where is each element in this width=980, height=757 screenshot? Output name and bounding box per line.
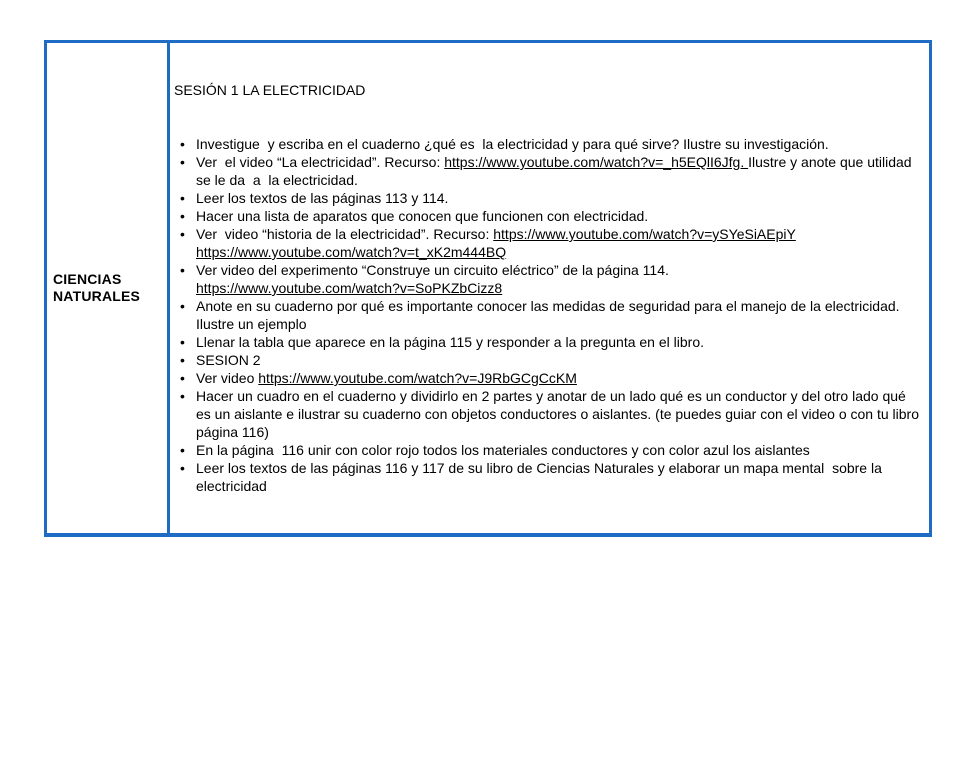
task-item [178, 297, 923, 333]
assignment-table [44, 40, 932, 537]
content-cell [169, 42, 931, 536]
task-item [178, 225, 923, 261]
task-item [178, 387, 923, 441]
session-title: SESIÓN 1 LA ELECTRICIDAD [174, 82, 366, 98]
hyperlink[interactable]: https://www.youtube.com/watch?v=_h5EQlI6Jfg. [444, 154, 749, 170]
text-run: Hacer un cuadro en el cuaderno y dividirlo en 2 partes y anotar de un lado qué es un conductor y del otro lado qué es un aislante e ilustrar su cuaderno con objetos conductores o aislantes. (te puedes guiar con el video o con tu libro página 116) [196, 388, 923, 440]
text-run: Ver video [196, 370, 259, 386]
text-run: Ver video del experimento “Construye un circuito eléctrico” de la página 114. [196, 262, 669, 278]
task-item [178, 189, 923, 207]
text-run: Leer los textos de las páginas 116 y 117 de su libro de Ciencias Naturales y elaborar un mapa mental sobre la electricidad [196, 460, 886, 494]
task-item [178, 135, 923, 153]
task-item [178, 441, 923, 459]
task-item [178, 459, 923, 495]
text-run: Llenar la tabla que aparece en la página 115 y responder a la pregunta en el libro. [196, 334, 704, 350]
text-run: SESION 2 [196, 352, 261, 368]
text-run: En la página 116 unir con color rojo todos los materiales conductores y con color azul los aislantes [196, 442, 810, 458]
subject-cell [46, 42, 169, 536]
hyperlink[interactable]: https://www.youtube.com/watch?v=ySYeSiAEpiY [493, 226, 796, 242]
text-run: Ilustre y anote que utilidad se le da a la electricidad. [196, 154, 916, 188]
task-item [178, 333, 923, 351]
text-run: Leer los textos de las páginas 113 y 114. [196, 190, 449, 206]
hyperlink[interactable]: https://www.youtube.com/watch?v=SoPKZbCizz8 [196, 280, 503, 296]
task-item [178, 261, 923, 297]
task-item [178, 351, 923, 369]
task-item [178, 207, 923, 225]
hyperlink[interactable]: https://www.youtube.com/watch?v=t_xK2m444BQ [196, 244, 507, 260]
subject-label: CIENCIAS NATURALES [53, 271, 141, 304]
hyperlink[interactable]: https://www.youtube.com/watch?v=J9RbGCgCcKM [258, 370, 577, 386]
task-list [170, 135, 929, 497]
text-run: Investigue y escriba en el cuaderno ¿qué es la electricidad y para qué sirve? Ilustre su investigación. [196, 136, 829, 152]
task-item [178, 153, 923, 189]
text-run: Ver el video “La electricidad”. Recurso: [196, 154, 445, 170]
table-row [46, 42, 931, 536]
task-item [178, 369, 923, 387]
text-run: Hacer una lista de aparatos que conocen que funcionen con electricidad. [196, 208, 649, 224]
text-run: Ver video “historia de la electricidad”. Recurso: [196, 226, 494, 242]
text-run: Anote en su cuaderno por qué es importante conocer las medidas de seguridad para el manejo de la electricidad. Ilustre un ejemplo [196, 298, 904, 332]
